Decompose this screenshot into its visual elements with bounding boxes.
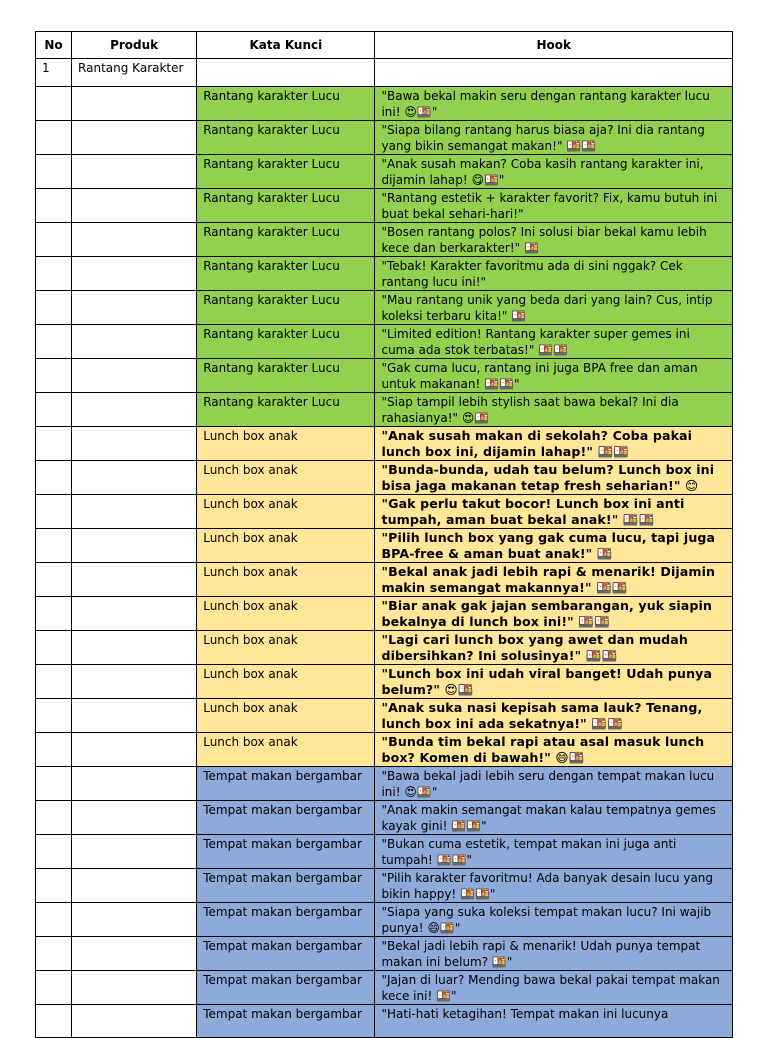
cell-produk[interactable] — [72, 937, 197, 971]
cell-kata-kunci[interactable] — [197, 733, 375, 767]
cell-no[interactable] — [36, 393, 72, 427]
cell-produk[interactable] — [72, 393, 197, 427]
cell-hook[interactable] — [375, 325, 733, 359]
cell-no-text: 1 — [42, 61, 50, 75]
cell-kata-kunci[interactable] — [197, 495, 375, 529]
cell-kata-kunci-text: Lunch box anak — [203, 463, 298, 477]
cell-hook-text: "Bukan cuma estetik, tempat makan ini juga anti tumpah! 🍱🍱" — [381, 837, 677, 867]
cell-kata-kunci-text: Rantang karakter Lucu — [203, 225, 340, 239]
cell-hook[interactable] — [375, 529, 733, 563]
cell-hook[interactable] — [375, 495, 733, 529]
cell-hook[interactable] — [375, 835, 733, 869]
cell-hook[interactable] — [375, 427, 733, 461]
cell-kata-kunci-text: Tempat makan bergambar — [203, 905, 362, 919]
cell-no[interactable] — [36, 257, 72, 291]
cell-produk[interactable] — [72, 87, 197, 121]
table-row — [36, 189, 733, 223]
cell-no[interactable] — [36, 835, 72, 869]
table-row — [36, 427, 733, 461]
cell-produk[interactable] — [72, 971, 197, 1005]
cell-kata-kunci[interactable] — [197, 597, 375, 631]
table-row — [36, 325, 733, 359]
cell-no[interactable] — [36, 733, 72, 767]
cell-kata-kunci-text: Rantang karakter Lucu — [203, 327, 340, 341]
cell-hook[interactable] — [375, 1005, 733, 1038]
cell-produk[interactable] — [72, 121, 197, 155]
cell-kata-kunci[interactable] — [197, 223, 375, 257]
cell-produk[interactable] — [72, 665, 197, 699]
cell-kata-kunci-text: Tempat makan bergambar — [203, 973, 362, 987]
cell-hook-text: "Anak suka nasi kepisah sama lauk? Tenang, lunch box ini ada sekatnya!" 🍱🍱 — [381, 700, 703, 731]
table-row — [36, 835, 733, 869]
cell-no[interactable] — [36, 597, 72, 631]
cell-hook[interactable] — [375, 597, 733, 631]
cell-hook-text: "Anak susah makan di sekolah? Coba pakai lunch box ini, dijamin lahap!" 🍱🍱 — [381, 428, 693, 459]
cell-produk[interactable] — [72, 597, 197, 631]
cell-kata-kunci[interactable] — [197, 1005, 375, 1038]
header-produk[interactable]: Produk — [72, 32, 197, 59]
header-kata-kunci[interactable]: Kata Kunci — [197, 32, 375, 59]
cell-kata-kunci[interactable] — [197, 393, 375, 427]
cell-produk[interactable] — [72, 189, 197, 223]
cell-no[interactable] — [36, 427, 72, 461]
table-row — [36, 699, 733, 733]
cell-no[interactable] — [36, 937, 72, 971]
cell-produk[interactable] — [72, 801, 197, 835]
cell-kata-kunci[interactable] — [197, 699, 375, 733]
cell-hook-text: "Gak cuma lucu, rantang ini juga BPA free dan aman untuk makanan! 🍱🍱" — [381, 361, 698, 391]
cell-kata-kunci[interactable] — [197, 835, 375, 869]
table-row — [36, 121, 733, 155]
cell-no[interactable] — [36, 767, 72, 801]
cell-kata-kunci[interactable] — [197, 903, 375, 937]
cell-kata-kunci-text: Rantang karakter Lucu — [203, 191, 340, 205]
header-no[interactable]: No — [36, 32, 72, 59]
cell-kata-kunci[interactable] — [197, 325, 375, 359]
cell-no[interactable] — [36, 563, 72, 597]
cell-produk[interactable] — [72, 835, 197, 869]
cell-no[interactable] — [36, 189, 72, 223]
cell-produk[interactable] — [72, 59, 197, 87]
table-row — [36, 903, 733, 937]
cell-hook-text: "Pilih karakter favoritmu! Ada banyak desain lucu yang bikin happy! 🍱🍱" — [381, 871, 714, 901]
cell-produk-text: Rantang Karakter — [78, 61, 184, 75]
table-row — [36, 87, 733, 121]
cell-kata-kunci-text: Tempat makan bergambar — [203, 769, 362, 783]
cell-hook[interactable] — [375, 631, 733, 665]
table-row — [36, 801, 733, 835]
cell-hook-text: "Bosen rantang polos? Ini solusi biar bekal kamu lebih kece dan berkarakter!" 🍱 — [381, 225, 707, 255]
cell-hook-text: "Anak makin semangat makan kalau tempatnya gemes kayak gini! 🍱🍱" — [381, 803, 716, 833]
cell-no[interactable] — [36, 869, 72, 903]
cell-hook[interactable] — [375, 801, 733, 835]
cell-no[interactable] — [36, 121, 72, 155]
cell-kata-kunci[interactable] — [197, 937, 375, 971]
cell-kata-kunci[interactable] — [197, 971, 375, 1005]
cell-produk[interactable] — [72, 733, 197, 767]
cell-produk[interactable] — [72, 631, 197, 665]
cell-produk[interactable] — [72, 903, 197, 937]
cell-no[interactable] — [36, 529, 72, 563]
cell-hook-text: "Biar anak gak jajan sembarangan, yuk siapin bekalnya di lunch box ini!" 🍱🍱 — [381, 598, 712, 629]
cell-hook-text: "Siapa bilang rantang harus biasa aja? Ini dia rantang yang bikin semangat makan!" 🍱🍱 — [381, 123, 705, 153]
cell-hook[interactable] — [375, 359, 733, 393]
cell-produk[interactable] — [72, 461, 197, 495]
cell-kata-kunci-text: Tempat makan bergambar — [203, 803, 362, 817]
cell-produk[interactable] — [72, 563, 197, 597]
table-row — [36, 155, 733, 189]
table-row — [36, 563, 733, 597]
cell-hook[interactable] — [375, 869, 733, 903]
cell-kata-kunci[interactable] — [197, 155, 375, 189]
cell-produk[interactable] — [72, 223, 197, 257]
table-row — [36, 1005, 733, 1038]
cell-hook-text: "Lagi cari lunch box yang awet dan mudah dibersihkan? Ini solusinya!" 🍱🍱 — [381, 632, 688, 663]
cell-kata-kunci-text: Lunch box anak — [203, 497, 298, 511]
cell-produk[interactable] — [72, 529, 197, 563]
table-row — [36, 393, 733, 427]
table-row — [36, 971, 733, 1005]
cell-no[interactable] — [36, 325, 72, 359]
cell-kata-kunci-text: Lunch box anak — [203, 735, 298, 749]
cell-kata-kunci-text: Tempat makan bergambar — [203, 837, 362, 851]
cell-no[interactable] — [36, 631, 72, 665]
table-row — [36, 631, 733, 665]
cell-kata-kunci-text: Lunch box anak — [203, 565, 298, 579]
cell-kata-kunci-text: Rantang karakter Lucu — [203, 157, 340, 171]
cell-kata-kunci[interactable] — [197, 801, 375, 835]
table-row — [36, 529, 733, 563]
cell-kata-kunci-text: Lunch box anak — [203, 701, 298, 715]
cell-no[interactable] — [36, 903, 72, 937]
cell-hook[interactable] — [375, 257, 733, 291]
cell-hook-text: "Tebak! Karakter favoritmu ada di sini nggak? Cek rantang lucu ini!" — [381, 259, 683, 289]
cell-hook-text: "Lunch box ini udah viral banget! Udah punya belum?" 😍🍱 — [381, 666, 713, 697]
table-row — [36, 495, 733, 529]
cell-hook[interactable] — [375, 767, 733, 801]
cell-hook-text: "Mau rantang unik yang beda dari yang lain? Cus, intip koleksi terbaru kita!" 🍱 — [381, 293, 713, 323]
table-row — [36, 597, 733, 631]
cell-hook[interactable] — [375, 59, 733, 87]
cell-hook-text: "Bawa bekal jadi lebih seru dengan tempat makan lucu ini! 😍🍱" — [381, 769, 715, 799]
cell-no[interactable] — [36, 801, 72, 835]
table-row — [36, 937, 733, 971]
cell-kata-kunci-text: Rantang karakter Lucu — [203, 293, 340, 307]
cell-produk[interactable] — [72, 699, 197, 733]
cell-hook-text: "Bekal jadi lebih rapi & menarik! Udah punya tempat makan ini belum? 🍱" — [381, 939, 701, 969]
cell-produk[interactable] — [72, 325, 197, 359]
cell-produk[interactable] — [72, 767, 197, 801]
cell-kata-kunci[interactable] — [197, 257, 375, 291]
cell-no[interactable] — [36, 971, 72, 1005]
cell-produk[interactable] — [72, 291, 197, 325]
table-row — [36, 733, 733, 767]
cell-produk[interactable] — [72, 427, 197, 461]
cell-kata-kunci[interactable] — [197, 767, 375, 801]
cell-hook[interactable] — [375, 223, 733, 257]
cell-kata-kunci[interactable] — [197, 359, 375, 393]
cell-kata-kunci-text: Tempat makan bergambar — [203, 1007, 362, 1021]
cell-hook-text: "Siapa yang suka koleksi tempat makan lucu? Ini wajib punya! 😄🍱" — [381, 905, 712, 935]
cell-hook-text: "Pilih lunch box yang gak cuma lucu, tapi juga BPA-free & aman buat anak!" 🍱 — [381, 530, 716, 561]
cell-no[interactable] — [36, 155, 72, 189]
cell-no[interactable] — [36, 223, 72, 257]
spreadsheet-table — [35, 31, 733, 1038]
cell-no[interactable] — [36, 59, 72, 87]
cell-hook[interactable] — [375, 189, 733, 223]
table-row — [36, 59, 733, 87]
cell-kata-kunci-text: Tempat makan bergambar — [203, 939, 362, 953]
cell-kata-kunci-text: Lunch box anak — [203, 531, 298, 545]
cell-hook-text: "Bekal anak jadi lebih rapi & menarik! Dijamin makin semangat makannya!" 🍱🍱 — [381, 564, 716, 595]
cell-hook-text: "Bunda-bunda, udah tau belum? Lunch box ini bisa jaga makanan tetap fresh seharian!" 😊 — [381, 462, 715, 493]
cell-hook[interactable] — [375, 155, 733, 189]
cell-hook-text: "Rantang estetik + karakter favorit? Fix, kamu butuh ini buat bekal sehari-hari!" — [381, 191, 718, 221]
cell-produk[interactable] — [72, 359, 197, 393]
table-row — [36, 291, 733, 325]
cell-hook[interactable] — [375, 291, 733, 325]
cell-produk[interactable] — [72, 155, 197, 189]
cell-hook[interactable] — [375, 971, 733, 1005]
cell-hook[interactable] — [375, 699, 733, 733]
cell-hook[interactable] — [375, 393, 733, 427]
cell-kata-kunci-text: Lunch box anak — [203, 429, 298, 443]
cell-hook[interactable] — [375, 121, 733, 155]
cell-produk[interactable] — [72, 1005, 197, 1038]
cell-hook-text: "Bunda tim bekal rapi atau asal masuk lunch box? Komen di bawah!" 😄🍱 — [381, 734, 705, 765]
cell-hook[interactable] — [375, 665, 733, 699]
cell-kata-kunci[interactable] — [197, 59, 375, 87]
cell-no[interactable] — [36, 461, 72, 495]
cell-kata-kunci-text: Lunch box anak — [203, 667, 298, 681]
cell-no[interactable] — [36, 291, 72, 325]
table-row — [36, 359, 733, 393]
cell-no[interactable] — [36, 87, 72, 121]
cell-hook[interactable] — [375, 937, 733, 971]
cell-hook[interactable] — [375, 461, 733, 495]
cell-kata-kunci[interactable] — [197, 461, 375, 495]
cell-hook-text: "Limited edition! Rantang karakter super gemes ini cuma ada stok terbatas!" 🍱🍱 — [381, 327, 690, 357]
cell-kata-kunci-text: Rantang karakter Lucu — [203, 89, 340, 103]
cell-no[interactable] — [36, 1005, 72, 1038]
table-row — [36, 869, 733, 903]
cell-no[interactable] — [36, 359, 72, 393]
cell-kata-kunci-text: Rantang karakter Lucu — [203, 123, 340, 137]
cell-hook-text: "Jajan di luar? Mending bawa bekal pakai tempat makan kece ini! 🍱" — [381, 973, 720, 1003]
header-hook[interactable]: Hook — [375, 32, 733, 59]
table-row — [36, 665, 733, 699]
cell-no[interactable] — [36, 699, 72, 733]
table-row — [36, 461, 733, 495]
cell-hook-text: "Anak susah makan? Coba kasih rantang karakter ini, dijamin lahap! 😋🍱" — [381, 157, 704, 187]
cell-kata-kunci[interactable] — [197, 563, 375, 597]
cell-hook-text: "Hati-hati ketagihan! Tempat makan ini lucunya — [381, 1007, 669, 1021]
cell-kata-kunci[interactable] — [197, 87, 375, 121]
cell-no[interactable] — [36, 495, 72, 529]
cell-kata-kunci[interactable] — [197, 189, 375, 223]
table-row — [36, 257, 733, 291]
cell-produk[interactable] — [72, 257, 197, 291]
cell-kata-kunci-text: Rantang karakter Lucu — [203, 361, 340, 375]
cell-produk[interactable] — [72, 869, 197, 903]
header-row — [36, 32, 733, 59]
cell-kata-kunci-text: Lunch box anak — [203, 633, 298, 647]
cell-hook[interactable] — [375, 903, 733, 937]
cell-kata-kunci[interactable] — [197, 529, 375, 563]
cell-kata-kunci-text: Rantang karakter Lucu — [203, 259, 340, 273]
cell-produk[interactable] — [72, 495, 197, 529]
cell-hook[interactable] — [375, 563, 733, 597]
cell-kata-kunci[interactable] — [197, 631, 375, 665]
table-row — [36, 223, 733, 257]
cell-kata-kunci[interactable] — [197, 121, 375, 155]
cell-kata-kunci[interactable] — [197, 427, 375, 461]
cell-hook-text: "Gak perlu takut bocor! Lunch box ini anti tumpah, aman buat bekal anak!" 🍱🍱 — [381, 496, 685, 527]
cell-hook-text: "Siap tampil lebih stylish saat bawa bekal? Ini dia rahasianya!" 😍🍱 — [381, 395, 679, 425]
cell-hook[interactable] — [375, 87, 733, 121]
cell-hook-text: "Bawa bekal makin seru dengan rantang karakter lucu ini! 😍🍱" — [381, 89, 710, 119]
cell-kata-kunci[interactable] — [197, 869, 375, 903]
cell-kata-kunci-text: Lunch box anak — [203, 599, 298, 613]
cell-kata-kunci-text: Tempat makan bergambar — [203, 871, 362, 885]
cell-no[interactable] — [36, 665, 72, 699]
table-row — [36, 767, 733, 801]
cell-kata-kunci[interactable] — [197, 291, 375, 325]
cell-kata-kunci-text: Rantang karakter Lucu — [203, 395, 340, 409]
cell-kata-kunci[interactable] — [197, 665, 375, 699]
cell-hook[interactable] — [375, 733, 733, 767]
